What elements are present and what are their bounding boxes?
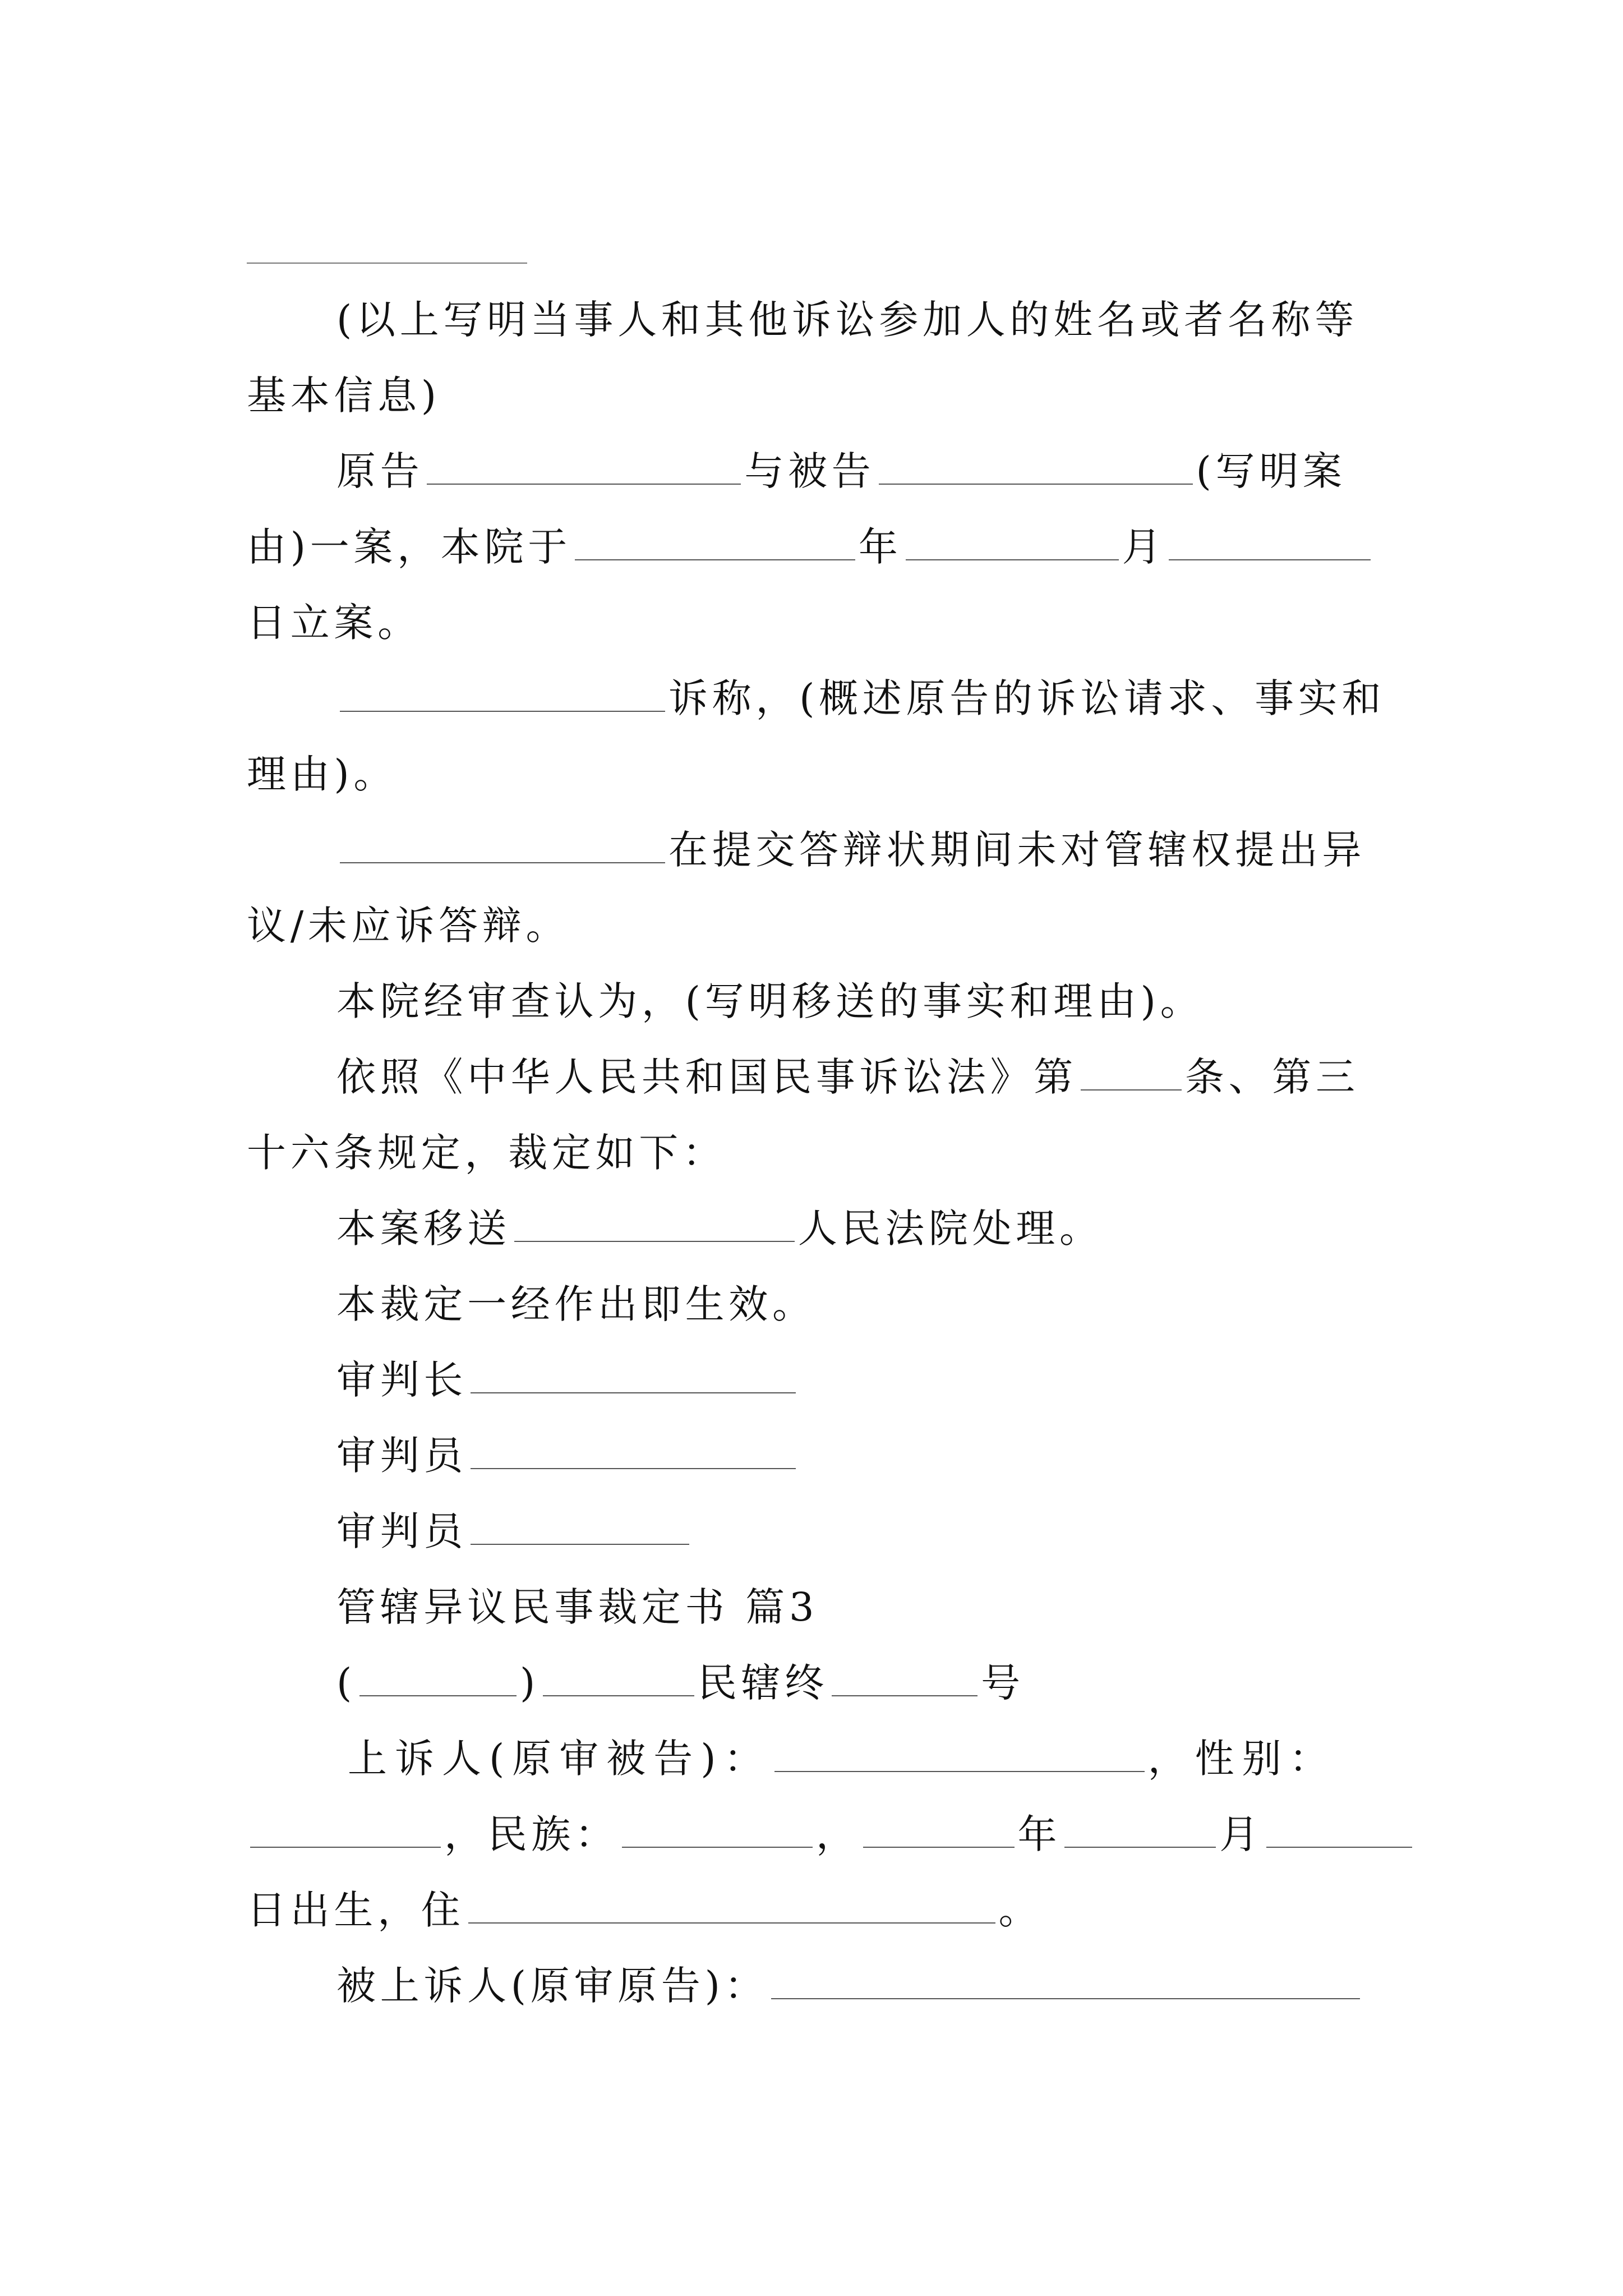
para-effective: 本裁定一经作出即生效。 — [336, 1281, 816, 1327]
gender-blank[interactable] — [250, 1811, 441, 1848]
presiding-judge-line: 审判长 — [336, 1352, 799, 1408]
plaintiff-blank[interactable] — [427, 448, 741, 485]
birth-month-blank[interactable] — [1064, 1811, 1216, 1848]
judge-blank-1[interactable] — [471, 1432, 796, 1469]
case-number-line: ( ) 民辖终 号 — [336, 1660, 1025, 1706]
para-defense-cont: 议/未应诉答辩。 — [247, 903, 570, 949]
presiding-judge-blank[interactable] — [471, 1356, 796, 1393]
address-blank[interactable] — [468, 1887, 995, 1924]
appellant-address-line: 日出生，住 。 — [247, 1887, 1043, 1933]
birth-year-blank[interactable] — [863, 1811, 1015, 1848]
para-claim-cont: 理由)。 — [247, 751, 398, 797]
appellant-line: 上诉人(原审被告)： ，性别： — [348, 1736, 1336, 1782]
top-rule — [247, 263, 527, 264]
respondent-blank[interactable] — [340, 826, 665, 863]
article-blank[interactable] — [1081, 1053, 1182, 1091]
day-blank[interactable] — [1169, 523, 1371, 560]
judge-blank-2[interactable] — [471, 1508, 689, 1545]
appellee-line: 被上诉人(原审原告)： — [336, 1958, 1363, 2014]
para-party-info-cont: 基本信息) — [247, 372, 441, 418]
judge-line-2: 审判员 — [336, 1503, 693, 1559]
ethnicity-blank[interactable] — [622, 1811, 813, 1848]
para-case-intro-end: 日立案。 — [247, 600, 421, 646]
para-legal-basis: 依照《中华人民共和国民事诉讼法》第 条、第三 — [336, 1054, 1359, 1100]
section-title: 管辖异议民事裁定书 篇3 — [336, 1584, 819, 1630]
para-defense: 在提交答辩状期间未对管辖权提出异 — [336, 822, 1366, 878]
birth-day-blank[interactable] — [1266, 1811, 1412, 1848]
case-no-blank[interactable] — [832, 1659, 978, 1696]
defendant-blank[interactable] — [879, 448, 1193, 485]
year-blank[interactable] — [575, 523, 855, 560]
appellee-name-blank[interactable] — [771, 1962, 1360, 1999]
para-claim: 诉称，(概述原告的诉讼请求、事实和 — [336, 670, 1385, 726]
judge-line-1: 审判员 — [336, 1428, 799, 1484]
para-case-intro: 原告 与被告 (写明案 — [336, 448, 1347, 494]
court-blank[interactable] — [514, 1205, 795, 1242]
court-code-blank[interactable] — [543, 1659, 694, 1696]
para-party-info: (以上写明当事人和其他诉讼参加人的姓名或者名称等 — [336, 297, 1359, 343]
para-legal-basis-cont: 十六条规定，裁定如下： — [247, 1130, 726, 1176]
month-blank[interactable] — [906, 523, 1119, 560]
claimant-blank[interactable] — [340, 675, 665, 712]
appellant-name-blank[interactable] — [774, 1735, 1145, 1772]
para-review: 本院经审查认为，(写明移送的事实和理由)。 — [336, 978, 1204, 1024]
appellant-line-cont: ，民族： ， 年 月 — [247, 1806, 1415, 1862]
para-case-intro-cont: 由)一案，本院于 年 月 — [247, 519, 1374, 575]
para-transfer: 本案移送 人民法院处理。 — [336, 1205, 1103, 1251]
case-year-blank[interactable] — [359, 1659, 517, 1696]
